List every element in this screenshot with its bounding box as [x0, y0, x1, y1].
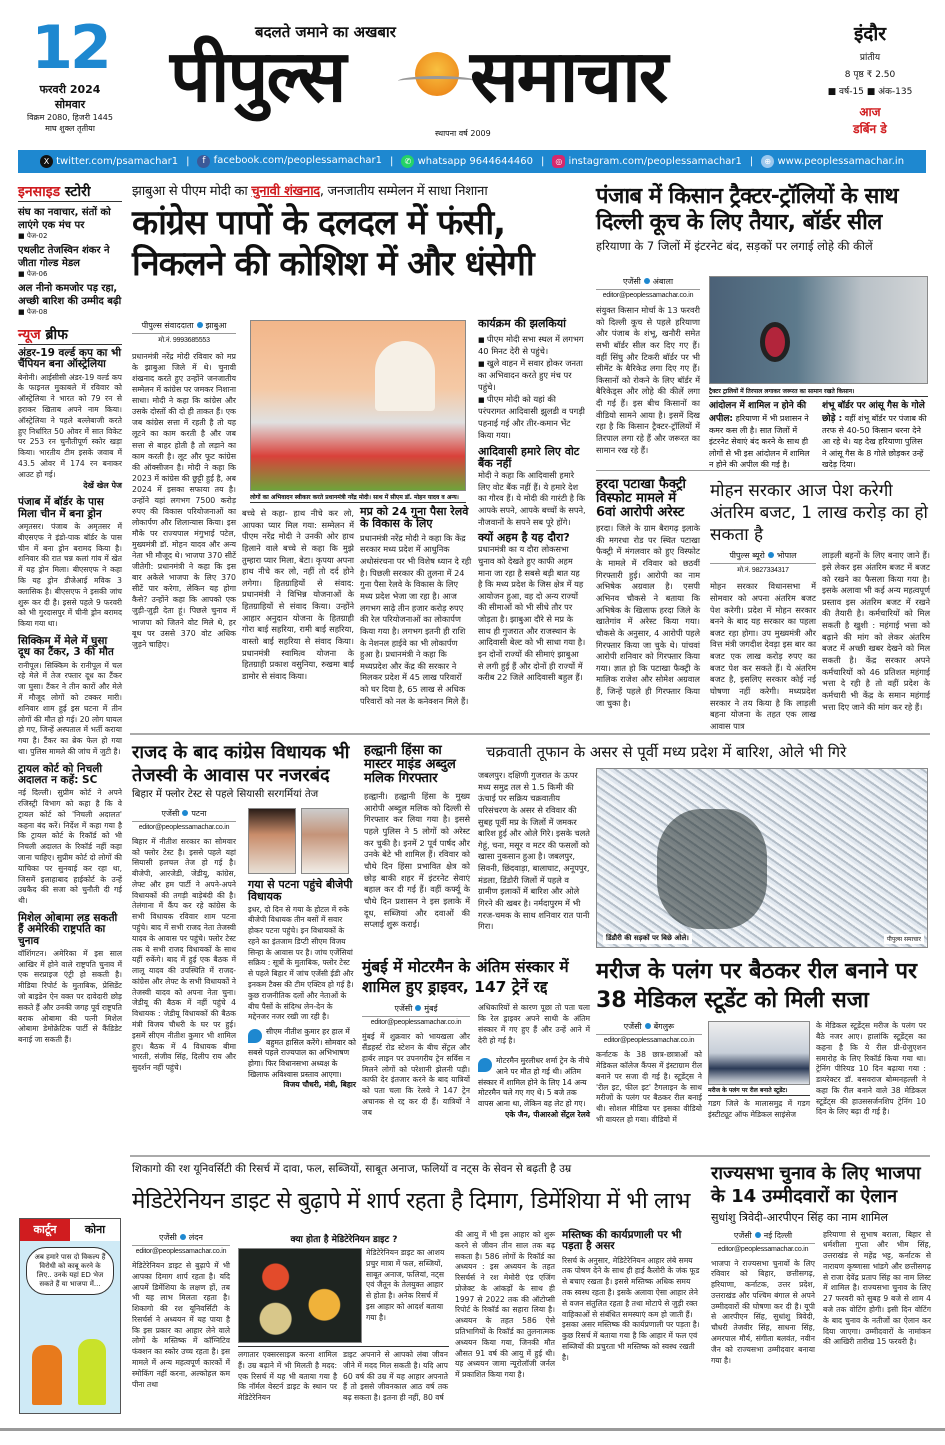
logo-wings-icon: [398, 76, 476, 86]
byline: एजेंसी बेंगलुरू: [596, 1021, 702, 1035]
byline: एजेंसी पटना: [132, 808, 236, 822]
glimpse-list: ■ पीएम मोदी सभा स्थल में लगभग 40 मिनट देरी से पहुंचे। ■ खुले वाहन में सवार होकर जनता का अभिवादन करते हुए मंच पर पहुंचे। ■ पीएम मोदी को यहां की परंपरागत आदिवासी झुलडी व पगड़ी पहनाई गई और तीर-कमान भेंट किया गया।: [478, 333, 586, 442]
cartoon: [19, 1218, 121, 1414]
lead-photo: [250, 320, 466, 491]
date-tithi: माघ शुक्ल तृतीया: [45, 124, 95, 133]
phone: मो.नं. 9993685553: [158, 337, 210, 344]
punjab-head-block: [596, 184, 930, 253]
tagline: बदलते जमाने का अखबार: [255, 23, 396, 41]
lead-headline[interactable]: कांग्रेस पापों के दलदल में फंसी, निकलने की कोशिश में और धंसेगी: [132, 202, 534, 284]
established: स्थापना वर्ष 2009: [435, 129, 491, 138]
inside-story-title: इनसाइड स्टोरी: [18, 182, 122, 202]
mumbai-story: [362, 957, 590, 1120]
pages-price: 8 पृष्ठ ₹ 2.50: [844, 70, 896, 80]
byline: एजेंसी नई दिल्ली: [711, 1230, 815, 1244]
date-block: [20, 13, 120, 134]
punjab-left-col: एजेंसी अंबाला editor@peoplessamachar.co.in संयुक्त किसान मोर्चा के 13 फरवरी को दिल्ली कूच से पहले हरियाणा और पंजाब के शंभू, खनौरी समेत सभी बॉर्डर सील कर दिए गए हैं। वहीं सिंघु और टिकरी बॉर्डर पर भी सीमेंट के बैरिकेड लगा दिए गए हैं। किसानों को रोकने के लिए बॉर्डर में बैरिकेड्स और लोहे की कीलें लगा दी गई हैं। इस बीच किसानों का वीडियो सामने आया है। इसमें दिख रहा है कि किसान ट्रैक्टर-ट्रॉलियों में तिरपाल लगा रहे हैं और जरूरत का सामान रख रहे हैं।: [596, 277, 700, 455]
diet-kicker: शिकागो की रश यूनिवर्सिटी की रिसर्च में दावा, फल, सब्जियों, साबूत अनाज, फलियों व नट्स के सेवन से बढ़ती है उम्र: [132, 1163, 572, 1175]
social-whatsapp[interactable]: ✆ whatsapp 9644644460: [401, 155, 533, 168]
email: editor@peoplessamachar.co.in: [135, 1248, 227, 1255]
news-brief-title: न्यूज ब्रीफ: [18, 325, 122, 345]
logo-emblem-icon: [415, 52, 459, 96]
punjab-photo: [709, 276, 928, 384]
rs-headline[interactable]: राज्यसभा चुनाव के लिए भाजपा के 14 उम्मीदवारों का ऐलान: [711, 1163, 921, 1208]
byline: एजेंसी अंबाला: [596, 276, 700, 290]
speech-bubble: अब हमारे पास दो विकल्प हैं विरोधी को काबू करने के लिए.. उनके यहां ED भेज सकते हैं या भाजपा में...: [26, 1247, 114, 1295]
cyclone-headline[interactable]: चक्रवाती तूफान के असर से पूर्वी मध्य प्रदेश में बारिश, ओले भी गिरे: [486, 743, 847, 761]
punjab-photo-caption: ट्रैक्टर ट्रालियों में तिरपाल लगाकर जरूरत का सामान रखते किसान।: [709, 386, 928, 397]
section-rule: [130, 733, 930, 735]
reel-photo: [708, 1021, 810, 1085]
lead-kicker: झाबुआ से पीएम मोदी का चुनावी शंखनाद, जनजातीय सम्मेलन में साधा निशाना: [132, 184, 488, 199]
reel-right-col: के मेडिकल स्टूडेंट्स मरीज के पलंग पर बैठे नजर आए। हालांकि स्टूडेंट्स का कहना है कि ये रील प्री-ग्रेजुएशन समारोह के लिए रिकॉर्ड किया गया था। ट्रेनिंग पीरियड 10 दिन बढ़ाया गया : डायरेक्टर डॉ. बसवराज बोम्मनहल्ली ने कहा कि रील बनाने वाले 38 मेडिकल स्टूडेंट्स की हाउससर्जनशिप ट्रेनिंग 10 दिन के लिए बढ़ा दी गई है।: [816, 1021, 926, 1117]
diet-box-rule: [238, 1346, 449, 1347]
diet-box-title: क्या होता है मेडिटेरेनियन डाइट ?: [290, 1235, 398, 1245]
social-instagram[interactable]: ◎ instagram.com/peoplessamachar1: [552, 155, 742, 168]
logo-text-left: पीपुल्स: [170, 34, 345, 118]
phone: मो.नं. 9827334317: [737, 567, 789, 575]
email: editor@peoplessamachar.co.in: [602, 292, 694, 299]
byline: पीपुल्स ब्यूरो भोपाल: [710, 550, 816, 564]
instagram-icon: ◎: [552, 155, 565, 168]
whatsapp-icon: ✆: [401, 155, 414, 168]
email: editor@peoplessamachar.co.in: [138, 823, 230, 831]
lead-head-block: [132, 184, 587, 284]
brief-item: ट्रायल कोर्ट को निचली अदालत न कहें: SC नई दिल्ली। सुप्रीम कोर्ट ने अपने रजिस्ट्री विभाग को कहा है कि वे ट्रायल कोर्ट को 'निचली अदालत' कहना बंद करें। निर्देश में कहा गया है कि ट्रायल कोर्ट के रिकॉर्ड को भी निचली अदालत के रिकॉर्ड नहीं कहा जाना चाहिए। सुप्रीम कोर्ट दो लोगों की याचिका पर सुनवाई कर रहा था, जिसमें इलाहाबाद हाईकोर्ट के उन्हें उम्रकैद की सजा को चुनौती दी गई थी।: [18, 762, 122, 906]
budget-left-col: पीपुल्स ब्यूरो भोपाल मो.नं. 9827334317 मोहन सरकार विधानसभा में सोमवार को अपना अंतरिम बजट पेश करेगी। प्रदेश में मोहन सरकार बनने के बाद यह सरकार का पहला बजट रहा होगा। उप मुख्यमंत्री और वित्त मंत्री जगदीश देवड़ा इस बार का बजट एक लाख करोड़ रुपए का बजट पेश कर सकते हैं। ये अंतरिम बजट है, इसलिए सरकार कोई नई घोषणा नहीं करेगी। मध्यप्रदेश सरकार ने तय किया है कि लाड़ली बहना योजना के तहत एक लाख आवास पात्र: [710, 551, 816, 731]
punjab-sub1: आंदोलन में शामिल न होने की अपील: हरियाणा में भी प्रशासन ने कमर कस ली है। सात जिलों में इंटरनेट सेवाएं बंद करने के साथ ही लोगों से भी इस आंदोलन में शामिल न होने की अपील की गई है।: [709, 401, 810, 469]
left-column: [18, 182, 122, 1046]
social-website[interactable]: ⊕ www.peoplessamachar.in: [761, 155, 904, 168]
email: editor@peoplessamachar.co.in: [603, 1037, 695, 1045]
photo-figure: [375, 341, 435, 411]
photo-caption: डिंडौरी की सड़कों पर बिछे ओले।: [603, 933, 692, 944]
date-samvat: विक्रम 2080, हिजरी 1445: [27, 113, 113, 122]
inside-item[interactable]: संघ का नवाचार, संतों को लाएंगे एक मंच पर ■ पेज-02: [18, 207, 111, 240]
diet-col2: लगातार एक्सरसाइज करना शामिल हैं। उम्र बढ़ाने में भी मिलती है मदद: एक रिसर्च में यह भी बताया गया है कि नॉर्मल वेस्टर्न डाइट के स्थान पर मेडिटेरेनियन: [238, 1350, 337, 1403]
cyclone-body: जबलपुर। दक्षिणी गुजरात के ऊपर मध्य समुद्र तल से 1.5 किमी की ऊंचाई पर सक्रिय चक्रवातीय परिसंचरण के असर से रविवार की सुबह पूर्वी मप्र के जिलों में जमकर बारिश हुई और ओले गिरे। इसके चलते गेहूं, चना, मसूर व मटर की फसलों को खासा नुकसान हुआ है। जबलपुर, सिवनी, छिंदवाड़ा, बालाघाट, अनूपपुर, मंडला, डिंडोरी जिलों में पहले व ग्रामीण इलाकों में बारिश और ओले गिरने की खबर है। नर्मदापुरम में भी गरज-चमक के साथ शनिवार रात पानी गिरा।: [478, 770, 590, 932]
section-rule: [130, 1155, 930, 1157]
bihar-right-col: [248, 808, 356, 1091]
logo-text-right: समाचार: [470, 34, 667, 118]
cartoon-header: कार्टून कोना: [20, 1219, 120, 1241]
rs-right-col: हरियाणा से सुभाष बराला, बिहार से धर्मशीला गुप्ता और भीम सिंह, उत्तराखंड से महेंद्र भट्ट, कर्नाटक से नारायण कृष्णासा भांडगे और छत्तीसगढ़ से राजा देवेंद्र प्रताप सिंह का नाम लिस्ट में शामिल है। राज्यसभा चुनाव के लिए 27 फरवरी को सुबह 9 बजे से शाम 4 बजे तक वोटिंग होगी। इसी दिन वोटिंग के बाद चुनाव के नतीजों का ऐलान कर दिया जाएगा। उम्मीदवारों के नामांकन की आखिरी तारीख 15 फरवरी है।: [823, 1229, 931, 1347]
lead-photo-caption: लोगों का अभिवादन स्वीकार करते प्रधानमंत्री नरेंद्र मोदी। साथ में सीएम डॉ. मोहन यादव व अन्य।: [250, 492, 466, 503]
email: editor@peoplessamachar.co.in: [717, 1245, 809, 1253]
budget-story: [710, 480, 930, 733]
diet-col3: डाइट अपनाने से आपको लंबा जीवन जीने में मदद मिल सकती है। यदि आप 60 वर्ष की उम्र में यह आहार अपनाते हैं तो इससे जीवनकाल आठ वर्ष तक बढ़ सकता है। इतना ही नहीं, 80 वर्ष: [343, 1350, 448, 1403]
brief-item: सिक्किम में मेले में घुसा दूध का टैंकर, 3 की मौत रानीपूल। सिक्किम के रानीपूल में चल रहे मेले में तेज रफ्तार दूध का टैंकर जा घुसा। टैंकर ने तीन कारों और मेले में मौजूद लोगों को टक्कर मारी। शनिवार शाम हुई इस घटना में तीन लोगों की मौत हो गई। 20 लोग घायल हो गए, जिन्हें अस्पताल में भर्ती कराया गया है। टैंकर का ब्रेक फेल हो गया था। पुलिस मामले की जांच में जुटी है।: [18, 634, 122, 756]
inside-item[interactable]: एथलीट तेजस्विन शंकर ने जीता गोल्ड मेडल ■ पेज-06: [18, 245, 110, 278]
nitish-photo: [301, 808, 349, 874]
bihar-left-col: एजेंसी पटना editor@peoplessamachar.co.in बिहार में नीतीश सरकार का सोमवार को फ्लोर टेस्ट है। इससे पहले यहां सियासी हलचल तेज हो गई है। बीजेपी, आरजेडी, जेडीयू, कांग्रेस, लेफ्ट और हम पार्टी ने अपने-अपने विधायकों की तगड़ी बाड़ेबंदी की है। तेलंगाना में कैंप कर रहे कांग्रेस के सभी विधायक रविवार शाम पटना पहुंचे। बाद में सभी राजद नेता तेजस्वी यादव के आवास पर पहुंचे। फ्लोर टेस्ट तक ये सभी राजद विधायकों के साथ यहीं रुकेंगे। बाद में हुई एक बैठक में लालू यादव की उपस्थिति में राजद-कांग्रेस और लेफ्ट के सभी विधायकों ने तेजस्वी यादव को अपना नेता चुना। जेडीयू की बैठक में नहीं पहुंचे 4 विधायक : जेडीयू विधायकों की बैठक मंत्री विजय चौधरी के घर पर हुई। इसमें सीएम नीतीश कुमार भी शामिल हुए। बैठक में 4 विधायक बीमा भारती, संजीव सिंह, दिलीप राय और सुदर्शन नहीं पहुंचे।: [132, 808, 236, 1073]
divider: [596, 470, 930, 471]
tractor-wheel: [760, 322, 790, 362]
byline: एजेंसी मुंबई: [362, 1003, 470, 1017]
quote-box: सीएम नीतीश कुमार हर हाल में बहुमत हासिल करेंगे। सोमवार को सबसे पहले राज्यपाल का अभिभाषण होगा। फिर विधानसभा अध्यक्ष के खिलाफ अविश्वास प्रस्ताव आएगा। विजय चौधरी, मंत्री, बिहार: [248, 1027, 356, 1090]
reel-mid-body: गडग जिले के मालासमुद्र में गडग इंस्टीट्यूट ऑफ मेडिकल साइंसेज: [708, 1099, 810, 1119]
cartoon-figure-left: [32, 1345, 62, 1405]
budget-right-col: लाड़ली बहनों के लिए बनाए जाने हैं। इसे लेकर इस अंतरिम बजट में बजट को रखने का फैसला किया गया है। इसके अलावा भी कई अन्य महत्वपूर्ण प्रस्ताव इस अंतरिम बजट में रखने की तैयारी है। कर्मचारियों को मिल सकती है खुशी : महंगाई भत्ता को बढ़ाने की मांग को लेकर अंतरिम बजट में अच्छी खबर देखने को मिल सकती है। केंद्र सरकार अपने कर्मचारियों को 46 प्रतिशत महंगाई भत्ता दे रही है तो वहीं प्रदेश के कर्मचारी भी केंद्र के समान महंगाई भत्ता दिए जाने की मांग कर रहे हैं।: [822, 550, 930, 712]
bihar-subhead: बिहार में फ्लोर टेस्ट से पहले सियासी सरगर्मियां तेज: [132, 789, 319, 800]
byline: पीपुल्स संवाददाता झाबुआ: [132, 320, 236, 334]
mumbai-right-col: अधिकारियों से कारण पूछा तो पता चला कि रेल ड्राइवर अपने साथी के अंतिम संस्कार में गए हुए हैं और उन्हें आने में देरी हो गई है। मोटरमैन मुरलीधर शर्मा ट्रेन के नीचे आने पर मौत हो गई थी। अंतिम संस्कार में शामिल होने के लिए 14 अन्य मोटरमैन चले गए गए थे। 5 बजे तक वापस आना था, लेकिन वह लेट हो गए। एके जैन, पीआरओ सेंट्रल रेलवे: [478, 1003, 590, 1119]
lead-body-2: बच्चे से कहा- हाथ नीचे कर लो, आपका प्यार मिल गया: सम्मेलन में पीएम नरेंद्र मोदी ने उनकी ओर हाथ हिलाने वाले बच्चे से कहा कि मुझे तुम्हारा प्यार मिला, बेटा। कृपया अपना हाथ नीचे कर लो, नहीं तो दर्द होने लगेगा। हितग्राहियों से संवाद: प्रधानमंत्री ने विभिन्न योजनाओं के हितग्राहियों से संवाद किया। उन्होंने आहार अनुदान योजना के हितग्राही गोरा बाई सहरिया, रामी बाई सहरिया, वास्तो बाई सहरिया से संवाद किया। प्रधानमंत्री स्वामित्व योजना के हितग्राही प्रकाश वसुनिया, रुखमा बाई डामोर से संवाद किया।: [242, 508, 354, 681]
bihar-story: [132, 742, 357, 1091]
social-facebook[interactable]: f facebook.com/peoplessamachar1: [197, 155, 382, 168]
brief-item: मिशेल ओबामा लड़ सकती हैं अमेरिकी राष्ट्रपति का चुनाव वॉशिंगटन। अमेरिका में इस साल आखिर में होने वाले राष्ट्रपति चुनाव में एक सरप्राइज एंट्री हो सकती है। मीडिया रिपोर्ट के मुताबिक, प्रेसिडेंट जो बाइडेन ऐन वक्त पर दावेदारी छोड़ सकते हैं और उनकी जगह पूर्व राष्ट्रपति बराक ओबामा की पत्नी मिशेल ओबामा डेमोक्रेटिक पार्टी से कैंडिडेट बनाई जा सकती हैं।: [18, 911, 122, 1045]
diet-box-body: मेडिटेरेनियन डाइट का आशय प्रचुर मात्रा में फल, सब्जियों, साबूत अनाज, फलियां, नट्स एवं जैतून के तेलयुक्त आहार से होता है। अनेक रिसर्च में इस आहार को आदर्श बताया गया है।: [366, 1248, 445, 1322]
byline: एजेंसी लंदन: [132, 1232, 230, 1246]
inside-item[interactable]: अल नीनो कमजोर पड़ रहा, अच्छी बारिश की उम्मीद बढ़ी ■ पेज-08: [18, 283, 122, 316]
today-day: डर्बिन डे: [853, 122, 887, 136]
mumbai-left-col: एजेंसी मुंबई editor@peoplessamachar.co.in मुंबई में शुक्रवार को भायखला और सैंडहर्स्ट रोड स्टेशन के बीच सेंट्रल और हार्बर लाइन पर उपनगरीय ट्रेन सर्विस न मिलने लोगों को परेशानी झेलनी पड़ी। काफी देर इंतजार करने के बाद यात्रियों को पता चला कि रेलवे ने 147 ट्रेन अचानक से रद्द कर दी हैं। यात्रियों ने जब: [362, 1004, 470, 1117]
diet-headline[interactable]: मेडिटेरेनियन डाइट से बुढ़ापे में शार्प रहता है दिमाग, डिमेंशिया में भी लाभ: [132, 1188, 690, 1214]
social-twitter[interactable]: X twitter.com/psamachar1: [40, 155, 178, 168]
haldwani-story: हल्द्वानी हिंसा का मास्टर माइंड अब्दुल मलिक गिरफ्तार हल्द्वानी। हल्द्वानी हिंसा के मुख्य आरोपी अब्दुल मलिक को दिल्ली से गिरफ्तार कर लिया गया है। इससे पहले पुलिस ने 5 लोगों को अरेस्ट कर चुकी है। इनमें 2 पूर्व पार्षद और उनके बेटे भी शामिल हैं। रविवार को चौथे दिन हिंसा प्रभावित क्षेत्र को छोड़ बाकी शहर में इंटरनेट सेवाएं बहाल कर दी गई हैं। वहीं कर्फ्यू के चौथे दिन प्रशासन ने इस इलाके में दूध, सब्जियां और दवाओं की सप्लाई शुरू कराई।: [364, 743, 470, 930]
punjab-subhead: हरियाणा के 7 जिलों में इंटरनेट बंद, सड़कों पर लगाई लोहे की कीलें: [596, 238, 873, 253]
bihar-headline[interactable]: राजद के बाद कांग्रेस विधायक भी तेजस्वी के आवास पर नजरबंद: [132, 742, 350, 786]
brain-box: मस्तिष्क की कार्यप्रणाली पर भी पड़ता है असर रिसर्च के अनुसार, मेडिटेरेनियन आहार लंबे समय तक पोषण देने के साथ ही हाई कैलोरी के जंक फूड से बचाए रखता है। इससे मस्तिष्क अधिक समय तक स्वस्थ रहता है। इसके अलावा ऐसा आहार लेने से वजन संतुलित रहता है तथा मोटापे से जुड़ी रक्त वाहिकाओं से संबंधित समस्याएं कम हो जाती हैं। इसका असर मस्तिष्क की कार्यप्रणाली पर पड़ता है। कुछ रिसर्च में बताया गया है कि आहार में फल एवं सब्जियों की प्रचुरता भी मस्तिष्क को स्वस्थ रखती है।: [562, 1229, 700, 1362]
tejashwi-photo: [248, 808, 296, 874]
facebook-icon: f: [197, 155, 210, 168]
road-shadow: [657, 809, 767, 929]
volume-issue: ■ वर्ष-15 ■ अंक-135: [827, 87, 913, 97]
x-icon: X: [40, 155, 53, 168]
diet-col1: एजेंसी लंदन editor@peoplessamachar.co.in मेडिटेरेनियन डाइट से बुढ़ापे में भी आपका दिमाग शार्प रहता है। यदि आपमें डिमेंशिया के लक्षण हों, तब भी यह लाभ मिलता रहता है। शिकागो की रश यूनिवर्सिटी के रिसर्चर्स ने अध्ययन में यह पाया है कि इस प्रकार का आहार लेने वाले लोगों के मस्तिष्क में कॉग्निटिव फंक्शन का स्कोर उच्च रहता है। इस मामले में अन्य महत्वपूर्ण कारकों में स्मोकिंग नहीं करना, अल्कोहल कम पीना तथा: [132, 1233, 230, 1389]
rs-story: [711, 1162, 931, 1366]
city: इंदौर: [853, 23, 887, 45]
quote-icon: [478, 1058, 492, 1072]
photo-credit: पीपुल्स समाचार: [884, 934, 924, 944]
diet-col4: की आयु में भी इस आहार को शुरू करने से जीवन तीन साल तक बढ़ सकता है। 586 लोगों के रिकॉर्ड का अध्ययन : इस अध्ययन के तहत रिसर्चर्स ने रश मेमोरी एंड एजिंग प्रोजेक्ट के आंकड़ों के साथ ही 1997 से 2022 तक की ऑटोप्सी रिपोर्ट के रिकॉर्ड का सहारा लिया है। अध्ययन के तहत 586 ऐसे प्रतिभागियों के रिकॉर्ड का तुलनात्मक अध्ययन किया गया, जिनकी मौत औसत 91 वर्ष की आयु में हुई थी। यह अध्ययन जामा न्यूरोलॉजी जर्नल में प्रकाशित किया गया है।: [455, 1230, 555, 1380]
punjab-sub2: शंभू बॉर्डर पर आंसू गैस के गोले छोड़े : वहीं शंभू बॉर्डर पर पंजाब की तरफ से 40-50 किसान धरना देने आ रहे थे। यह देख हरियाणा पुलिस ने आंसू गैस के 8 गोले छोड़कर उन्हें खदेड़ दिया।: [822, 401, 927, 469]
cartoon-figure-right: [78, 1339, 106, 1405]
brief-item: पंजाब में बॉर्डर के पास मिला चीन में बना ड्रोन अमृतसर। पंजाब के अमृतसर में बीएसएफ ने इंडो-पाक बॉर्डर के पास चीन में बना ड्रोन बरामद किया है। शनिवार की रात चन्न कलां गांव में खेत में यह ड्रोन मिला। बीएसएफ ने कहा कि यह ड्रोन डीजेआई मविक 3 क्लासिक है। बीएसएफ ने इसकी जांच शुरू कर दी है। इससे पहले 9 फरवरी को भी गुरदासपुर में चीनी ड्रोन बरामद किया गया था।: [18, 496, 122, 629]
logo: [170, 34, 780, 125]
lead-left-col: पीपुल्स संवाददाता झाबुआ मो.नं. 9993685553 प्रधानमंत्री नरेंद्र मोदी रविवार को मप्र के झाबुआ जिले में थे। चुनावी शंखनाद करते हुए उन्होंने जनजातीय सम्मेलन में कांग्रेस पर जमकर निशाना साधा। मोदी ने कहा कि कांग्रेस और उसके दोस्तों की दो ही ताकत हैं। एक जब कांग्रेस सत्ता में रहती है तो यह लूटने का काम करती है और जब सत्ता से बाहर होती है तो लड़ाने का काम करती है। लूट और फूट कांग्रेस की ऑक्सीजन है। मोदी ने कहा कि 2023 में कांग्रेस की छुट्टी हुई है, अब 2024 में इसका सफाया तय है। उन्होंने यहां लगभग 7500 करोड़ रुपए की विकास परियोजनाओं का लोकार्पण और शिलान्यास किया। इस मौके पर राज्यपाल मंगुभाई पटेल, मुख्यमंत्री डॉ. मोहन यादव और अन्य नेता भी मौजूद थे। भाजपा 370 सीटें जीतेगी: प्रधानमंत्री ने कहा कि इस बार अकेले भाजपा के लिए 370 सीटें पार करेगा, लेकिन यह होगा कैसे? उन्होंने कहा कि आपको एक जुड़ी-जुड़ी देता हूं। पिछले चुनाव में भाजपा को जितने वोट मिले थे, हर बूथ पर उससे 370 वोट अधिक जुड़ने चाहिए।: [132, 321, 236, 649]
cyclone-photo: [596, 768, 928, 948]
glimpses: कार्यक्रम की झलकियां ■ पीएम मोदी सभा स्थल में लगभग 40 मिनट देरी से पहुंचे। ■ खुले वाहन में सवार होकर जनता का अभिवादन करते हुए मंच पर पहुंचे। ■ पीएम मोदी को यहां की परंपरागत आदिवासी झुलडी व पगड़ी पहनाई गई और तीर-कमान भेंट किया गया। आदिवासी हमारे लिए वोट बैंक नहीं मोदी ने कहा कि आदिवासी हमारे लिए वोट बैंक नहीं हैं। ये हमारे देश का गौरव हैं। ये मोदी की गारंटी है कि आपके सपने, आपके बच्चों के सपने, नौजवानों के सपने सब पूरे होंगे। क्यों अहम है यह दौरा? प्रधानमंत्री का य दौरा लोकसभा चुनाव को देखते हुए काफी अहम माना जा रहा है सबसे बड़ी बात यह है कि मध्य प्रदेश के जिस क्षेत्र में यह आयोजन हुआ, वह दो अन्य राज्यों की सीमाओं को भी सीधे तौर पर जोड़ता है। झाबुआ दौरे से मप्र के साथ ही गुजरात और राजस्थान के आदिवासी बेल्ट को भी साधा गया है। इन दोनों राज्यों की सीमाएं झाबुआ से लगी हुई हैं और दोनों ही राज्यों में करीब 22 जिले आदिवासी बहुल हैं।: [478, 318, 586, 684]
rs-subhead: सुधांशु त्रिवेदी-आरपीएन सिंह का नाम शामिल: [711, 1210, 888, 1224]
rail-story: मप्र को 24 गुना पैसा रेलवे के विकास के लिए प्रधानमंत्री नरेंद्र मोदी ने कहा कि केंद्र सरकार मध्य प्रदेश में आधुनिक अधोसंरचना पर भी विशेष ध्यान दे रही है। पिछली सरकार की तुलना में 24 गुना पैसा रेलवे के विकास के लिए मध्य प्रदेश भेजा जा रहा है। आज लगभग साढ़े तीन हजार करोड़ रुपए की रेल परियोजनाओं का लोकार्पण किया गया है। लगभग इतनी ही राशि के नेशनल हाईवे का भी लोकार्पण हुआ है। प्रधानमंत्री ने कहा कि मध्यप्रदेश और केंद्र की सरकार ने मिलकर प्रदेश में 45 लाख परिवारों को घर दिया है, 65 लाख से अधिक परिवारों को नल के कनेक्शन मिले हैं।: [360, 505, 472, 706]
edition-info: [810, 20, 930, 137]
edition: प्रांतीय: [859, 53, 881, 63]
quote-icon: [248, 1029, 262, 1043]
reel-story: [596, 958, 930, 1126]
today-label: आज: [859, 105, 881, 119]
mumbai-headline[interactable]: मुंबई में मोटरमैन के अंतिम संस्कार में शामिल हुए ड्राइवर, 147 ट्रेनें रद्द: [362, 958, 569, 997]
reel-headline[interactable]: मरीज के पलंग पर बैठकर रील बनाने पर 38 मेडिकल स्टूडेंट को मिली सजा: [596, 959, 918, 1013]
reel-left-col: एजेंसी बेंगलुरू editor@peoplessamachar.co.in कर्नाटक के 38 छात्र-छात्राओं को मेडिकल कॉलेज कैंपस में इंस्टाग्राम रील बनाने पर सजा दी गई है। स्टूडेंट्स ने 'रील इट, फील इट' टैगलाइन के साथ मरीजों के पलंग पर बैठकर रील बनाई थी। सोशल मीडिया पर इसका वीडियो भी वायरल हो गया। वीडियो में: [596, 1022, 702, 1124]
footer-rule: [0, 1428, 945, 1431]
reel-mid-col: [708, 1021, 810, 1121]
budget-headline[interactable]: मोहन सरकार आज पेश करेगी अंतरिम बजट, 1 लाख करोड़ का हो सकता है: [710, 481, 928, 546]
globe-icon: ⊕: [761, 155, 774, 168]
masthead: [0, 0, 945, 148]
gaya-story: गया से पटना पहुंचे बीजेपी विधायक इधर, दो दिन से गया के होटल में रुके बीजेपी विधायक तीन बसों में सवार होकर पटना पहुंचे। इन विधायकों के रहने का इंतजाम डिप्टी सीएम विजय सिन्हा के आवास पर है। जांच एजेंसियां सक्रिय : सूत्रों के मुताबिक, फ्लोर टेस्ट से पहले बिहार में जांच एजेंसी ईडी और इनकम टैक्स की टीम एक्टिव हो गई है। कुछ राजनीतिक दलों और नेताओं के बीच पैसों के संदिग्ध लेन-देन के मद्देनजर नजर रखी जा रही है। सीएम नीतीश कुमार हर हाल में बहुमत हासिल करेंगे। सोमवार को सबसे पहले राज्यपाल का अभिभाषण होगा। फिर विधानसभा अध्यक्ष के खिलाफ अविश्वास प्रस्ताव आएगा। विजय चौधरी, मंत्री, बिहार: [248, 877, 356, 1090]
email: editor@peoplessamachar.co.in: [370, 1019, 462, 1027]
social-bar: X twitter.com/psamachar1 | f facebook.com/peoplessamachar1 | ✆ whatsapp 9644644460 | ◎ instagram.com/peoplessamachar1 | ⊕ www.peoplessamachar.in: [18, 150, 926, 173]
punjab-headline[interactable]: पंजाब में किसान ट्रैक्टर-ट्रॉलियों के साथ दिल्ली कूच के लिए तैयार, बॉर्डर सील: [596, 184, 899, 236]
diet-food-photo: [238, 1248, 362, 1343]
rs-left-col: एजेंसी नई दिल्ली editor@peoplessamachar.co.in भाजपा ने राज्यसभा चुनावों के लिए रविवार को बिहार, छत्तीसगढ़, हरियाणा, कर्नाटक, उत्तर प्रदेश, उत्तराखंड और पश्चिम बंगाल से अपने उम्मीदवारों की घोषणा कर दी है। यूपी से आरपीएन सिंह, सुधांशु त्रिवेदी, चौधरी तेजवीर सिंह, साधना सिंह, अमरपाल मौर्य, संगीता बलवंत, नवीन जैन को राज्यसभा उम्मीदवार बनाया गया है।: [711, 1230, 815, 1365]
quote-box: मोटरमैन मुरलीधर शर्मा ट्रेन के नीचे आने पर मौत हो गई थी। अंतिम संस्कार में शामिल होने के लिए 14 अन्य मोटरमैन चले गए गए थे। 5 बजे तक वापस आना था, लेकिन वह लेट हो गए। एके जैन, पीआरओ सेंट्रल रेलवे: [478, 1056, 590, 1119]
date-weekday: सोमवार: [54, 98, 86, 111]
date-day: 12: [31, 13, 109, 83]
harda-story: हरदा पटाखा फैक्ट्री विस्फोट मामले में 6वां आरोपी अरेस्ट हरदा। जिले के ग्राम बैरागढ़ इलाके की मगरधा रोड पर स्थित पटाखा फैक्ट्री में मंगलवार को हुए विस्फोट के मामले में रविवार को छठवीं गिरफ्तारी हुई। आरोपी का नाम अभिषेक अग्रवाल है। एसपी अभिनव चौकसे ने बताया कि अभिषेक के खिलाफ हरदा जिले के खातेगांव में अरेस्ट किया गया। चौकसे के अनुसार, 4 आरोपी पहले गिरफ्तार किया जा चुके थे। पांचवां आरोपी शनिवार को गिरफ्तार किया गया। ज्ञात हो कि पटाखा फैक्ट्री के मालिक राजेश और सोमेश अग्रवाल हैं, जिन्हें पहले ही गिरफ्तार किया जा चुका है।: [596, 477, 700, 708]
brief-item: अंडर-19 वर्ल्ड कप का भी चैंपियन बना ऑस्ट्रेलिया बेनोनी। आईसीसी अंडर-19 वर्ल्ड कप के फाइनल मुकाबले में रविवार को ऑस्ट्रेलिया ने भारत को 79 रन से हराकर खिताब अपने नाम किया। ऑस्ट्रेलिया ने पहले बल्लेबाजी करते हुए निर्धारित 50 ओवर में सात विकेट पर 253 रन चुनौतीपूर्ण स्कोर खड़ा किया। भारतीय टीम इसके जवाब में 43.5 ओवर में 174 रन बनाकर आउट हो गई। देखें खेल पेज: [18, 347, 122, 491]
reel-photo-caption: मरीज के पलंग पर रील बनाते स्टूडेंट।: [708, 1085, 810, 1096]
date-month-year: फरवरी 2024: [39, 83, 101, 96]
